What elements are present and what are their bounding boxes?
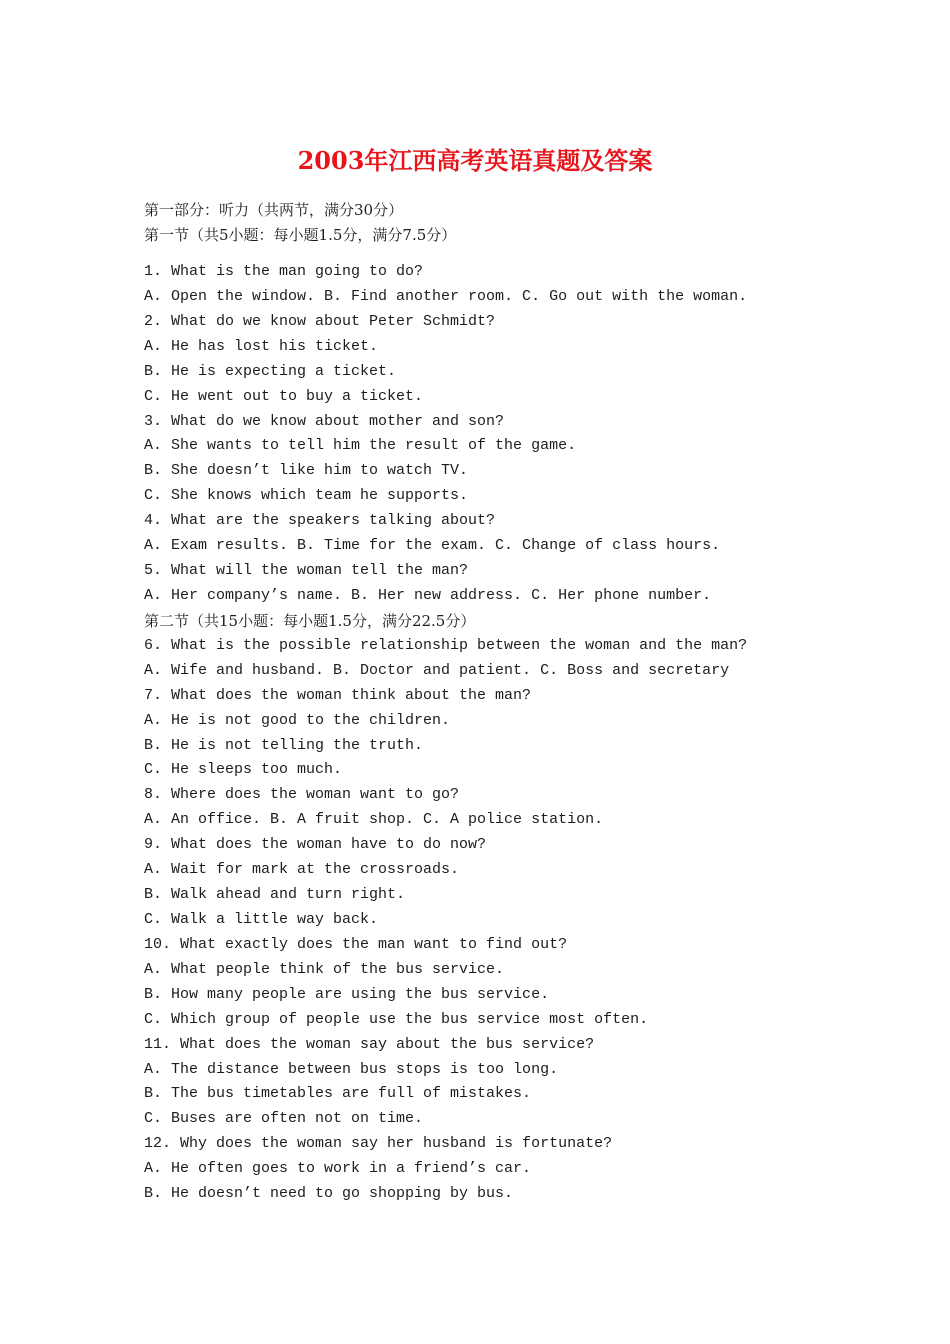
option-line: B. He doesn’t need to go shopping by bus. xyxy=(144,1185,514,1203)
option-line: C. Walk a little way back. xyxy=(144,910,379,928)
option-line: B. He is not telling the truth. xyxy=(144,736,424,754)
option-line: B. The bus timetables are full of mistakes. xyxy=(144,1085,532,1103)
option-line: C. He sleeps too much. xyxy=(144,761,343,779)
question-line: 12. Why does the woman say her husband is fortunate? xyxy=(144,1135,613,1153)
option-line: A. Exam results. B. Time for the exam. C. Change of class hours. xyxy=(144,537,721,555)
question-line: 9. What does the woman have to do now? xyxy=(144,836,487,854)
option-line: A. He is not good to the children. xyxy=(144,711,451,729)
question-line: 6. What is the possible relationship between the woman and the man? xyxy=(144,636,748,654)
question-line: 5. What will the woman tell the man? xyxy=(144,562,469,580)
option-line: C. Which group of people use the bus service most often. xyxy=(144,1010,649,1028)
question-list xyxy=(144,260,864,1207)
option-line: B. He is expecting a ticket. xyxy=(144,362,397,380)
option-line: A. What people think of the bus service. xyxy=(144,960,505,978)
document-title: 2003年江西高考英语真题及答案 xyxy=(297,146,653,175)
part-heading: 第一部分：听力（共两节，满分30分） xyxy=(144,201,404,219)
option-line: B. She doesn’t like him to watch TV. xyxy=(144,462,469,480)
option-line: A. He often goes to work in a friend’s car. xyxy=(144,1160,532,1178)
question-line: 3. What do we know about mother and son? xyxy=(144,412,505,430)
question-line: 11. What does the woman say about the bus service? xyxy=(144,1035,595,1053)
option-line: A. Wife and husband. B. Doctor and patient. C. Boss and secretary xyxy=(144,661,730,679)
option-line: C. Buses are often not on time. xyxy=(144,1110,424,1128)
question-line: 7. What does the woman think about the man? xyxy=(144,686,532,704)
question-line: 1. What is the man going to do? xyxy=(144,263,424,280)
question-line: 10. What exactly does the man want to find out? xyxy=(144,935,568,953)
option-line: C. He went out to buy a ticket. xyxy=(144,387,424,405)
option-line: B. Walk ahead and turn right. xyxy=(144,886,406,904)
option-line: A. An office. B. A fruit shop. C. A police station. xyxy=(144,811,604,829)
option-line: A. Her company’s name. B. Her new address. C. Her phone number. xyxy=(144,586,712,604)
option-line: A. She wants to tell him the result of the game. xyxy=(144,437,577,455)
question-line: 2. What do we know about Peter Schmidt? xyxy=(144,312,496,330)
option-line: B. How many people are using the bus service. xyxy=(144,985,550,1003)
option-line: C. She knows which team he supports. xyxy=(144,487,469,505)
option-line: A. The distance between bus stops is too long. xyxy=(144,1060,559,1078)
section-headings xyxy=(144,198,456,248)
option-line: A. Wait for mark at the crossroads. xyxy=(144,861,460,879)
question-line: 8. Where does the woman want to go? xyxy=(144,786,460,804)
option-line: A. Open the window. B. Find another room. C. Go out with the woman. xyxy=(144,287,748,305)
question-line: 4. What are the speakers talking about? xyxy=(144,512,496,530)
section-heading: 第二节（共15小题：每小题1.5分，满分22.5分） xyxy=(144,611,476,630)
section1-heading: 第一节（共5小题：每小题1.5分，满分7.5分） xyxy=(144,226,457,244)
option-line: A. He has lost his ticket. xyxy=(144,337,379,355)
